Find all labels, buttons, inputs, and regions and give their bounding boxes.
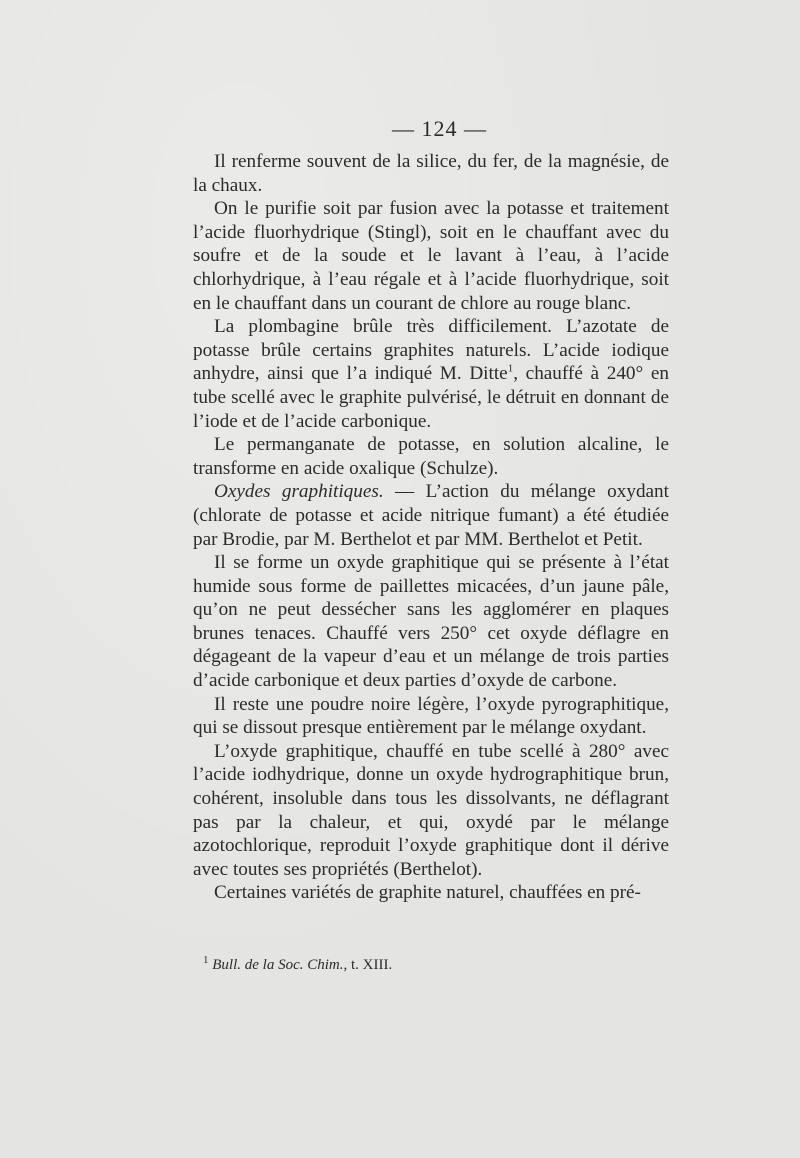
combustion-text-rest: , chauffé à 240° en tube scellé avec le graphite pulvérisé, le détruit en donnant de l’iode et de l’acide carbonique.	[193, 363, 669, 432]
footnote	[203, 954, 393, 974]
page-number: — 124 —	[392, 116, 487, 141]
paragraph-oxyde-graphitique: Il se forme un oxyde graphitique qui se présente à l’état humide sous forme de paillettes micacées, d’un jaune pâle, qu’on ne peut dessécher sans les agglomérer en plaques brunes tenaces. Chauffé vers 250° cet oxyde déflagre en dégageant de la vapeur d’eau et un mélange de trois parties d’acide carbonique et deux parties d’oxyde de carbone.	[193, 552, 669, 692]
combustion-text: La plombagine brûle très difficilement. L’azotate de potasse brûle certains graphites naturels. L’acide iodique anhydre, ainsi que l’a indiqué M. Ditte	[193, 316, 669, 385]
body-text	[193, 150, 669, 905]
paragraph-varietes: Certaines variétés de graphite naturel, chauffées en pré-	[214, 882, 641, 904]
paragraph-oxydes	[193, 480, 669, 551]
oxydes-text: — L’action du mélange oxydant (chlorate de potasse et acide nitrique fumant) a été étudiée par Brodie, par M. Berthelot et par MM. Berthelot et Petit.	[193, 481, 669, 550]
paragraph-pyrographitique: Il reste une poudre noire légère, l’oxyde pyrographitique, qui se dissout presque entièrement par le mélange oxydant.	[193, 693, 669, 739]
paragraph-hydrographitique: L’oxyde graphitique, chauffé en tube scellé à 280° avec l’acide iodhydrique, donne un oxyde hydrographitique brun, cohérent, insoluble dans tous les dissolvants, ne déflagrant pas par la chaleur, et qui, oxydé par le mélange azotochlorique, reproduit l’oxyde graphitique dont il dérive avec toutes ses propriétés (Berthelot).	[193, 740, 669, 880]
paragraph-purification: On le purifie soit par fusion avec la potasse et traitement l’acide fluorhydrique (Stingl), soit en le chauffant avec du soufre et de la soude et le lavant à l’eau, à l’acide chlorhydrique, à l’eau régale et à l’acide fluorhydrique, soit en le chauffant dans un courant de chlore au rouge blanc.	[193, 198, 669, 314]
paragraph-combustion	[193, 315, 669, 433]
section-title-oxydes: Oxydes graphitiques.	[214, 481, 384, 503]
footnote-ref: , t. XIII.	[343, 957, 393, 973]
footnote-source: Bull. de la Soc. Chim.	[212, 957, 344, 973]
paragraph-permanganate: Le permanganate de potasse, en solution alcaline, le transforme en acide oxalique (Schulze).	[193, 434, 669, 479]
footnote-mark: 1	[203, 954, 209, 966]
footnote-reference: 1	[507, 362, 514, 375]
paragraph-impurities: Il renferme souvent de la silice, du fer, de la magnésie, de la chaux.	[193, 151, 669, 196]
